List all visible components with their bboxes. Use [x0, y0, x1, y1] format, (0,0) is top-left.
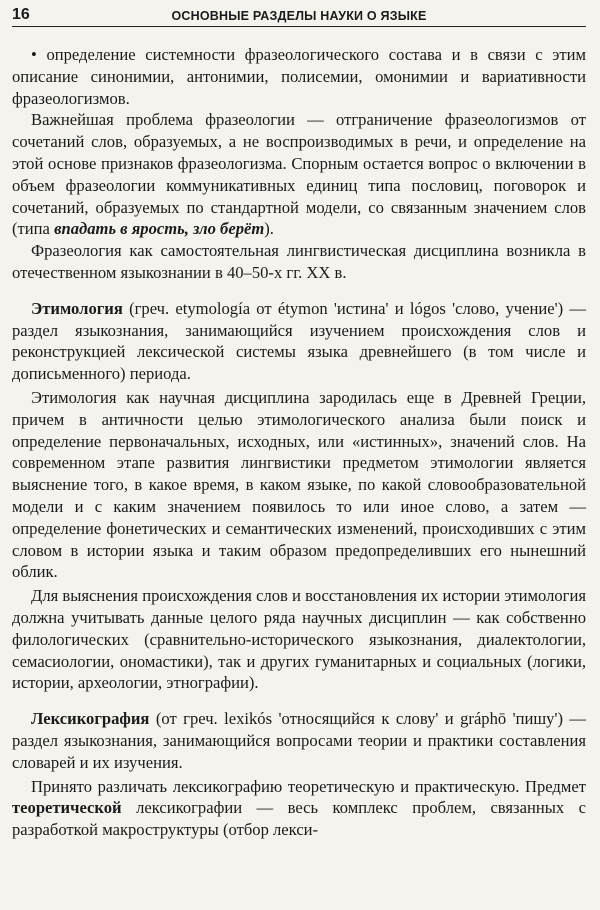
paragraph-etymology-definition: [12, 298, 586, 385]
page-header: [12, 2, 586, 27]
paragraph-phraseology-problem: [12, 109, 586, 240]
paragraph-list-item: • определение системности фразеологического состава и в связи с этим описание синонимии, антонимии, полисемии, омонимии и вариативности фразеологизмов.: [12, 45, 586, 108]
paragraph-text: лексикографии — весь комплекс проблем, связанных с разработкой макроструктуры (отбор лекси-: [12, 798, 586, 840]
book-page: [0, 2, 600, 910]
paragraph-text: (от греч. lexikós 'относящийся к слову' и gráphō 'пишу') — раздел языкознания, занимающийся вопросами теории и практики составления словарей и их изучения.: [12, 709, 586, 772]
term-theoretical: теоретической: [12, 798, 122, 818]
paragraph-phraseology-history: Фразеология как самостоятельная лингвистическая дисциплина возникла в отечественном языкознании в 40–50-х гг. XX в.: [12, 241, 586, 282]
term-etymology: Этимология: [31, 298, 123, 318]
term-lexicography: Лексикография: [31, 709, 150, 729]
paragraph-text: (греч. etymología от étymon 'истина' и lógos 'слово, учение') — раздел языкознания, занимающийся изучением происхождения слов и реконструкцией лексической системы языка древнейшего (в том числе и дописьменного) периода.: [12, 298, 586, 384]
paragraph-text: ).: [264, 219, 274, 239]
paragraph-etymology-history: Этимология как научная дисциплина зародилась еще в Древней Греции, причем в античности целью этимологического анализа были поиск и определение первоначальных, исходных, или «истинных», значений слов. На современном этапе развития лингвистики предметом этимологии является выяснение того, в какое время, в каком языке, по какой словообразовательной модели и с каким значением появилось то или иное слово, а затем — определение фонетических и семантических изменений, происходивших с этим словом в истории языка и таким образом предопределивших его нынешний облик.: [12, 387, 586, 582]
idiom-examples: впадать в ярость, зло берёт: [54, 219, 265, 239]
paragraph-lexicography-definition: [12, 708, 586, 773]
running-title: ОСНОВНЫЕ РАЗДЕЛЫ НАУКИ О ЯЗЫКЕ: [171, 9, 427, 23]
page-body: [12, 27, 586, 841]
paragraph-text: Важнейшая проблема фразеологии — отграничение фразеологизмов от сочетаний слов, образуемых, а не воспроизводимых в речи, и определение на этой основе признаков фразеологизма. Спорным остается вопрос о включении в объем фразеологии коммуникативных единиц типа пословиц, поговорок и сочетаний, образуемых по стандартной модели, со связанным значением слов (типа: [12, 110, 586, 239]
paragraph-text: Принято различать лексикографию теоретическую и практическую. Предмет: [31, 776, 586, 796]
page-number: 16: [12, 6, 30, 23]
paragraph-lexicography-types: [12, 776, 586, 841]
paragraph-etymology-disciplines: Для выяснения происхождения слов и восстановления их истории этимология должна учитывать данные целого ряда научных дисциплин — как собственно филологических (сравнительно-исторического языкознания, диалектологии, семасиологии, ономастики), так и других гуманитарных и социальных (логики, истории, археологии, этнографии).: [12, 586, 586, 693]
